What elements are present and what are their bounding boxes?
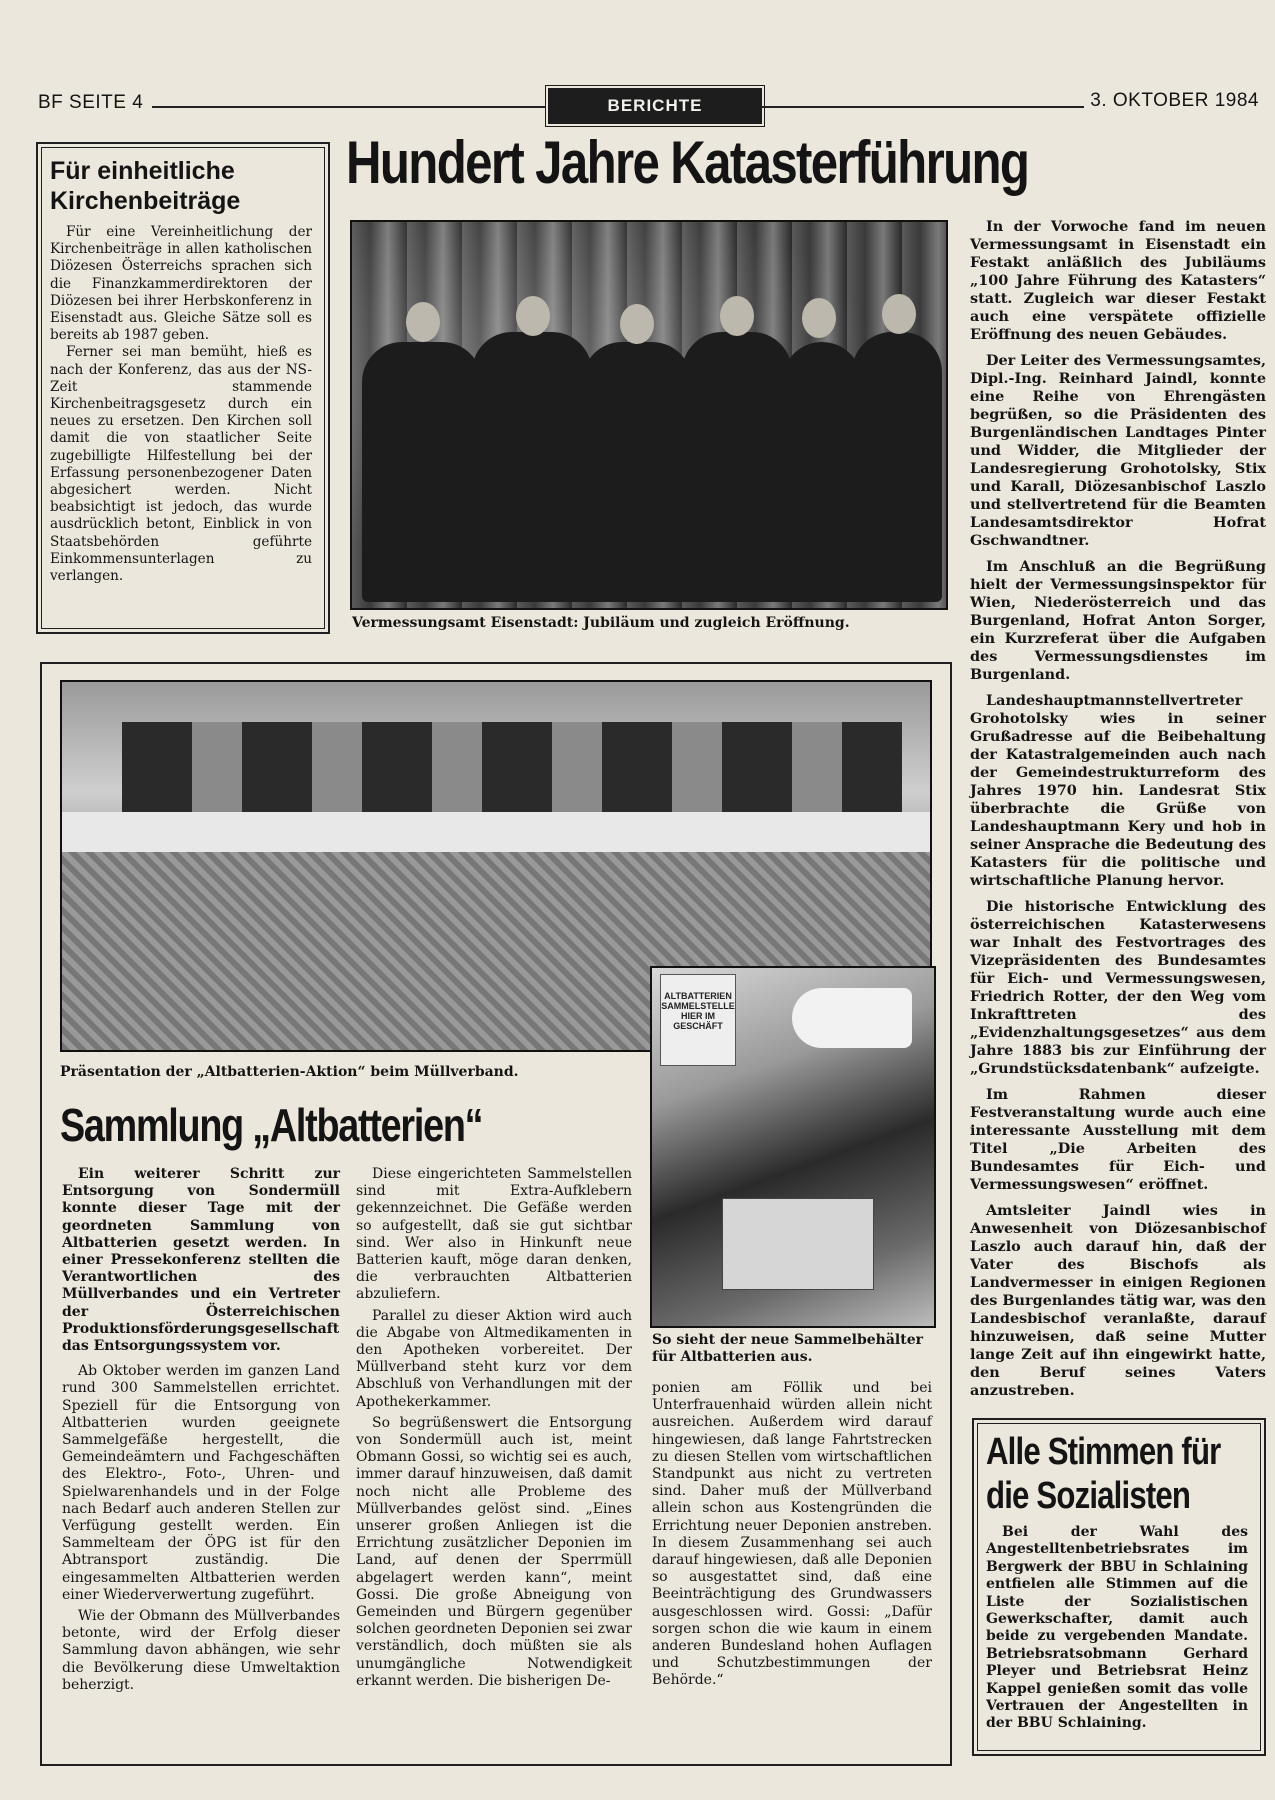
header-rule-left: [152, 106, 546, 108]
altbatterien-paragraph: Diese eingerichteten Sammelstellen sind mit Extra-Aufklebern gekennzeichnet. Die Gefäße werden so aufgestellt, daß sie gut sichtbar sind. Wer also in Hinkunft neue Batterien kauft, möge daran denken, die verbrauchten Altbatterien abzuliefern.: [356, 1166, 632, 1303]
sidebar-box: [36, 142, 330, 634]
altbatterien-column-2: [356, 1166, 632, 1694]
issue-date: 3. OKTOBER 1984: [1090, 90, 1259, 111]
altbatterien-photo-caption: Präsentation der „Altbatterien-Aktion“ beim Müllverband.: [60, 1064, 519, 1080]
kataster-text-column: [970, 218, 1266, 1404]
altbatterien-paragraph: So begrüßenswert die Entsorgung von Sondermüll auch ist, meint Obmann Gossi, so wichtig sei es auch, immer darauf hinzuweisen, daß damit noch nicht alle Probleme des Müllverbandes gelöst sind. „Eines unserer großen Anliegen ist die Errichtung zusätzlicher Deponien im Land, auf denen der Sperrmüll abgelagert werden kann“, meint Gossi. Die große Abneigung von Gemeinden und Bürgern gegenüber solchen geordneten Deponien sei zwar verständlich, doch müßten sie als unumgängliche Notwendigkeit erkannt werden. Die bisherigen De-: [356, 1414, 632, 1689]
section-badge: BERICHTE: [548, 88, 762, 124]
altbatterien-column-1: [62, 1166, 340, 1698]
page-label: BF SEITE 4: [38, 92, 144, 113]
altbatterien-headline: Sammlung „Altbatterien“: [60, 1099, 483, 1151]
kataster-paragraph: Der Leiter des Vermessungsamtes, Dipl.-Ing. Reinhard Jaindl, konnte eine Reihe von Ehrengästen begrüßen, so die Präsidenten des Burgenländischen Landtages Pinter und Widder, die Mitglieder der Landesregierung Grohotolsky, Stix und Karall, Diözesanbischof Laszlo und stellvertretend für die Beamten Landesamtsdirektor Hofrat Gschwandtner.: [970, 352, 1266, 549]
kataster-headline: Hundert Jahre Katasterführung: [346, 129, 1029, 196]
stimmen-headline: Alle Stimmen für die Sozialisten: [986, 1431, 1221, 1517]
sidebar-paragraph: Für eine Vereinheitlichung der Kirchenbeiträge in allen katholischen Diözesen Österreichs sprachen sich die Finanzkammerdirektoren der Diözesen bei ihrer Herbskonferenz in Eisenstadt aus. Gleiche Sätze soll es bereits ab 1987 geben.: [50, 224, 312, 344]
sidebar-paragraph: Ferner sei man bemüht, hieß es nach der Konferenz, das aus der NS-Zeit stammende Kirchenbeitragsgesetz durch ein neues zu ersetzen. Den Kirchen soll damit die von staatlicher Seite zugebilligte Hilfestellung bei der Erfassung personenbezogener Daten abgesichert werden. Nicht beabsichtigt ist jedoch, das wurde ausdrücklich betont, Einblick in von Staatsbehörden geführte Einkommensunterlagen zu verlangen.: [50, 344, 312, 585]
sidebar-title: Für einheitliche Kirchenbeiträge: [50, 157, 241, 215]
kataster-paragraph: Amtsleiter Jaindl wies in Anwesenheit von Diözesanbischof Laszlo auch darauf hin, daß der Vater des Bischofs als Landvermesser in einigen Regionen des Burgenlandes tätig war, was den Landesbischof veranlaßte, darauf hinzuweisen, daß seine Mutter lange Zeit auf ihn eingewirkt hatte, den Beruf seines Vaters anzustreben.: [970, 1202, 1266, 1399]
sammelbehaelter-caption: So sieht der neue Sammelbehälter für Altbatterien aus.: [652, 1332, 923, 1365]
altbatterien-paragraph: Wie der Obmann des Müllverbandes betonte, wird der Erfolg dieser Sammlung davon abhängen, wie sehr die Bevölkerung diese Umweltaktion beherzigt.: [62, 1608, 340, 1693]
sammelstelle-sign: ALTBATTERIEN SAMMELSTELLE HIER IM GESCHÄFT: [660, 974, 736, 1066]
kataster-photo: [350, 220, 948, 610]
kataster-lead: In der Vorwoche fand im neuen Vermessungsamt in Eisenstadt ein Festakt anläßlich des Jubiläums „100 Jahre Führung des Katasters“ statt. Zugleich war dieser Festakt auch eine verspätete offizielle Eröffnung des neuen Gebäudes.: [970, 218, 1266, 343]
kataster-paragraph: Im Anschluß an die Begrüßung hielt der Vermessungsinspektor für Wien, Niederösterreich und das Burgenland, Hofrat Anton Sorger, ein Kurzreferat über die Aufgaben des Vermessungsdienstes im Burgenland.: [970, 558, 1266, 683]
kataster-paragraph: Im Rahmen dieser Festveranstaltung wurde auch eine interessante Ausstellung mit dem Titel „Die Arbeiten des Bundesamtes für Eich- und Vermessungswesen“ eröffnet.: [970, 1086, 1266, 1193]
altbatterien-paragraph: Parallel zu dieser Aktion wird auch die Abgabe von Altmedikamenten in den Apotheken vorbereitet. Der Müllverband steht kurz vor dem Abschluß von Verhandlungen mit der Apothekerkammer.: [356, 1307, 632, 1410]
sammelbehaelter-photo: [650, 966, 936, 1328]
altbatterien-paragraph: Ab Oktober werden im ganzen Land rund 300 Sammelstellen errichtet. Speziell für die Entsorgung von Altbatterien wurden geeignete Sammelgefäße hergestellt, die Gemeindeämtern und Fachgeschäften des Elektro-, Foto-, Uhren- und Spielwarenhandels und in der Folge nach Bedarf auch anderen Stellen zur Verfügung gestellt werden. Ein Sammelteam der ÖPG ist für den Abtransport zuständig. Die eingesammelten Altbatterien werden einer Wiederverwertung zugeführt.: [62, 1363, 340, 1603]
altbatterien-column-3: [652, 1380, 932, 1694]
stimmen-box: [972, 1418, 1266, 1756]
header-rule-right: [762, 106, 1084, 108]
kataster-paragraph: Die historische Entwicklung des österreichischen Katasterwesens war Inhalt des Festvortrages des Vizepräsidenten des Bundesamtes für Eich- und Vermessungswesen, Friedrich Rotter, der den Weg vom Inkrafttreten des „Evidenzhaltungsgesetzes“ aus dem Jahre 1883 bis zur Einführung der „Grundstücksdatenbank“ aufzeigte.: [970, 898, 1266, 1077]
stimmen-text: Bei der Wahl des Angestelltenbetriebsrates im Bergwerk der BBU in Schlaining entfielen alle Stimmen auf die Liste der Sozialistischen Gewerkschafter, damit auch beide zu vergebenden Mandate. Betriebsratsobmann Gerhard Pleyer und Betriebsrat Heinz Kappel genießen somit das volle Vertrauen der Angestellten in der BBU Schlaining.: [986, 1524, 1248, 1732]
kataster-photo-caption: Vermessungsamt Eisenstadt: Jubiläum und zugleich Eröffnung.: [352, 615, 850, 631]
kataster-paragraph: Landeshauptmannstellvertreter Grohotolsky wies in seiner Grußadresse auf die Beibehaltung der Katastralgemeinden auch nach der Gemeindestrukturreform des Jahres 1970 hin. Landesrat Stix überbrachte die Grüße von Landeshauptmann Kery und hob in seiner Ansprache die Bedeutung des Katasters für die politische und wirtschaftliche Planung hervor.: [970, 692, 1266, 889]
altbatterien-paragraph: ponien am Föllik und bei Unterfrauenhaid würden allein nicht ausreichen. Außerdem wird darauf hingewiesen, daß lange Fahrtstrecken zu diesen Stellen vom wirtschaftlichen Standpunkt aus nicht zu vertreten sind. Daher muß der Müllverband allein schon aus Kostengründen die Errichtung neuer Deponien anstreben. In diesem Zusammenhang sei auch darauf hingewiesen, daß alle Deponien so ausgestattet sind, daß eine Beeinträchtigung des Grundwassers ausgeschlossen wird. Gossi: „Dafür sorgen schon die wie kaum in einem anderen Bundesland hohen Auflagen und Schutzbestimmungen der Behörde.“: [652, 1380, 932, 1689]
altbatterien-lead: Ein weiterer Schritt zur Entsorgung von Sondermüll konnte dieser Tage mit der geordneten Sammlung von Altbatterien gesetzt werden. In einer Pressekonferenz stellten die Verantwortlichen des Müllverbandes und ein Vertreter der Österreichischen Produktionsförderungsgesellschaft das Entsorgungssystem vor.: [62, 1166, 340, 1355]
